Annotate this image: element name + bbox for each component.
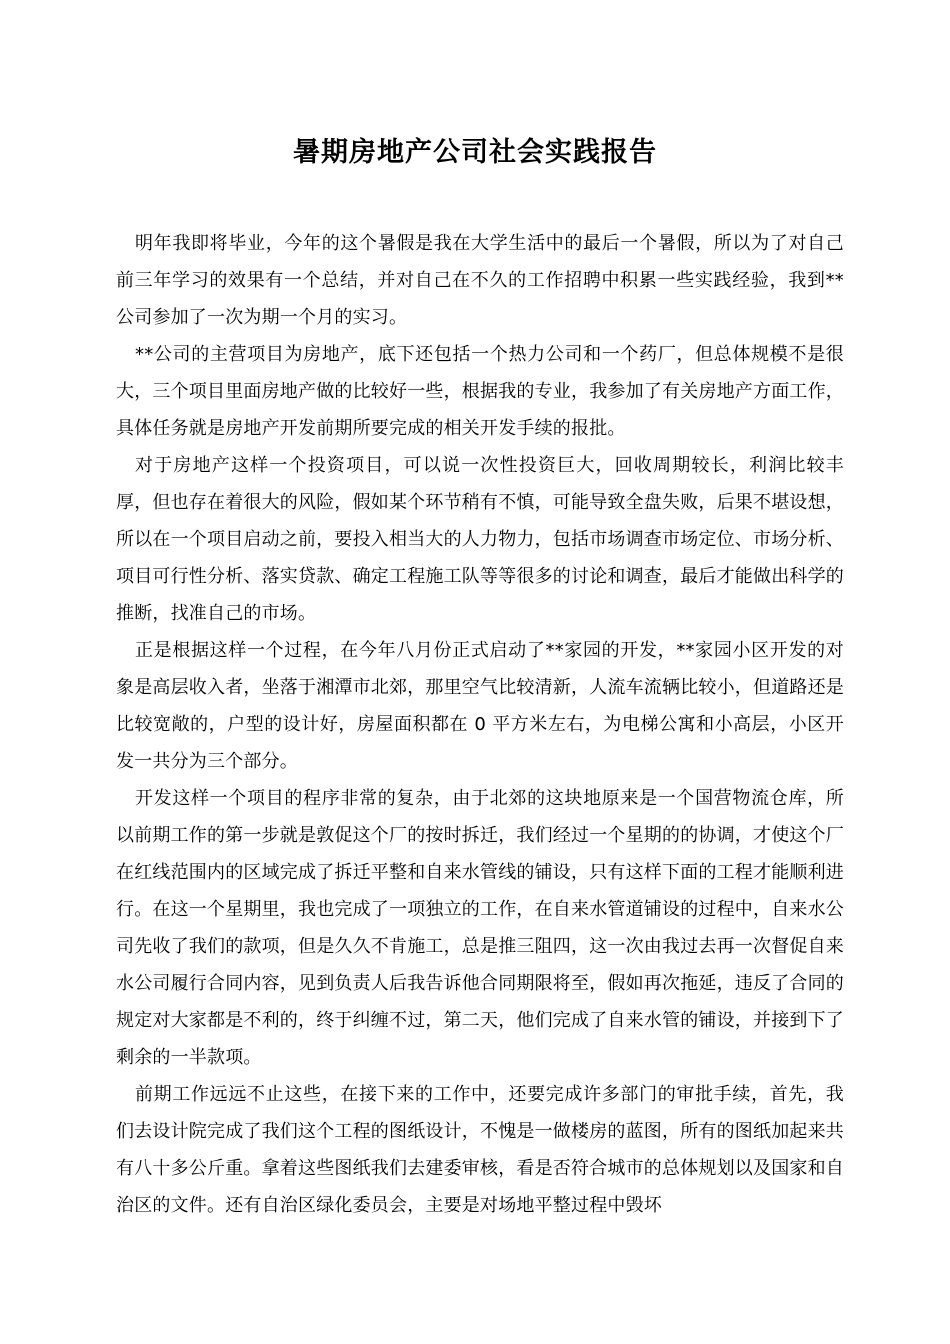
document-title: 暑期房地产公司社会实践报告 — [293, 137, 657, 168]
paragraph: **公司的主营项目为房地产，底下还包括一个热力公司和一个药厂，但总体规模不是很大，三个项目里面房地产做的比较好一些，根据我的专业，我参加了有关房地产方面工作，具体任务就是房地产开发前期所要完成的相关开发手续的报批。 — [116, 344, 844, 439]
paragraph: 明年我即将毕业，今年的这个暑假是我在大学生活中的最后一个暑假，所以为了对自己前三年学习的效果有一个总结，并对自己在不久的工作招聘中积累一些实践经验，我到**公司参加了一次为期一个月的实习。 — [116, 233, 844, 328]
paragraph: 对于房地产这样一个投资项目，可以说一次性投资巨大，回收周期较长，利润比较丰厚，但也存在着很大的风险，假如某个环节稍有不慎，可能导致全盘失败，后果不堪设想，所以在一个项目启动之前，要投入相当大的人力物力，包括市场调查市场定位、市场分析、项目可行性分析、落实贷款、确定工程施工队等等很多的讨论和调查，最后才能做出科学的推断，找准自己的市场。 — [116, 455, 844, 624]
paragraph: 正是根据这样一个过程，在今年八月份正式启动了**家园的开发，**家园小区开发的对象是高层收入者，坐落于湘潭市北郊，那里空气比较清新，人流车流辆比较小，但道路还是比较宽敞的，户型的设计好，房屋面积都在 0 平方米左右，为电梯公寓和小高层，小区开发一共分为三个部分。 — [116, 640, 844, 772]
paragraph: 前期工作远远不止这些，在接下来的工作中，还要完成许多部门的审批手续，首先，我们去设计院完成了我们这个工程的图纸设计，不愧是一做楼房的蓝图，所有的图纸加起来共有八十多公斤重。拿着这些图纸我们去建委审核，看是否符合城市的总体规划以及国家和自治区的文件。还有自治区绿化委员会，主要是对场地平整过程中毁坏 — [116, 1084, 844, 1216]
paragraph: 开发这样一个项目的程序非常的复杂，由于北郊的这块地原来是一个国营物流仓库，所以前期工作的第一步就是敦促这个厂的按时拆迁，我们经过一个星期的的协调，才使这个厂在红线范围内的区域完成了拆迁平整和自来水管线的铺设，只有这样下面的工程才能顺利进行。在这一个星期里，我也完成了一项独立的工作，在自来水管道铺设的过程中，自来水公司先收了我们的款项，但是久久不肯施工，总是推三阻四，这一次由我过去再一次督促自来水公司履行合同内容，见到负责人后我告诉他合同期限将至，假如再次拖延，违反了合同的规定对大家都是不利的，终于纠缠不过，第二天，他们完成了自来水管的铺设，并接到下了剩余的一半款项。 — [116, 788, 844, 1068]
document-body — [116, 225, 844, 1224]
